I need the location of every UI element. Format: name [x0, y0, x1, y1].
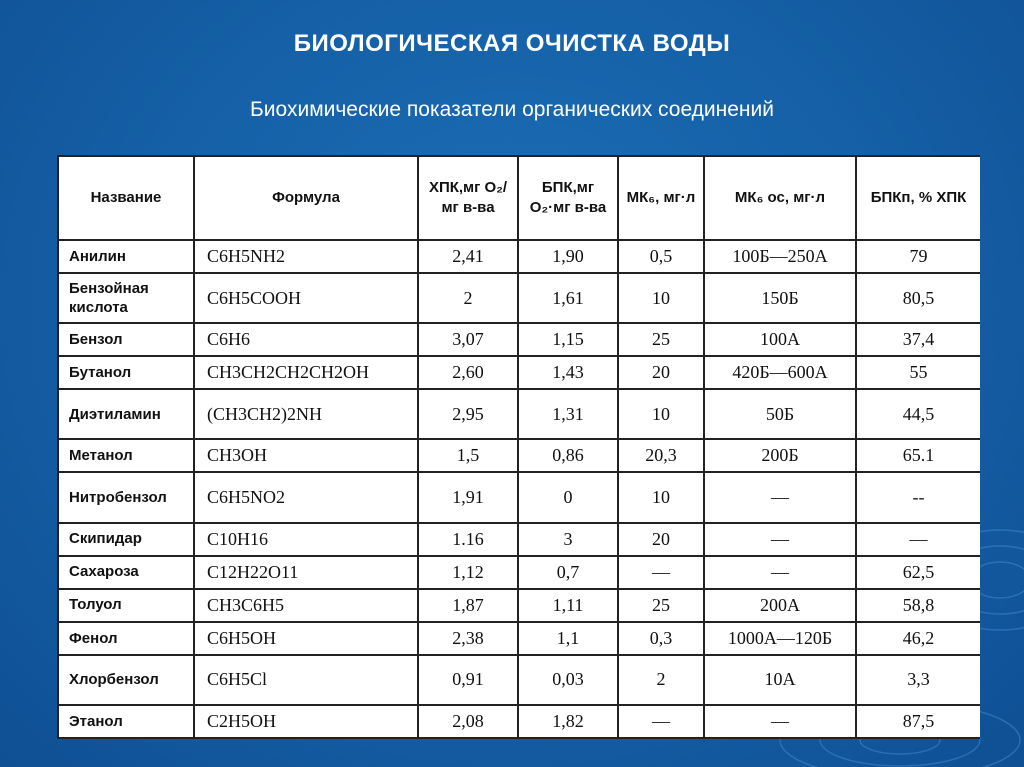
cell-formula: (CH3CH2)2NH — [194, 389, 418, 439]
cell-name: Сахароза — [58, 556, 194, 589]
cell-formula: C6H5Cl — [194, 655, 418, 705]
table-row — [58, 622, 980, 655]
cell-cod: 1,87 — [418, 589, 518, 622]
cell-name: Толуол — [58, 589, 194, 622]
cell-mk-os: 100Б—250А — [704, 240, 856, 273]
header-formula: Формула — [194, 156, 418, 240]
header-bod: БПК,мг О₂·мг в-ва — [518, 156, 618, 240]
header-ratio: БПКп, % ХПК — [856, 156, 980, 240]
cell-mk: 10 — [618, 472, 704, 522]
cell-mk-os: 150Б — [704, 273, 856, 323]
cell-bod: 0,7 — [518, 556, 618, 589]
cell-formula: C6H5NO2 — [194, 472, 418, 522]
cell-formula: CH3OH — [194, 439, 418, 472]
cell-cod: 0,91 — [418, 655, 518, 705]
table-row — [58, 655, 980, 705]
cell-name: Бутанол — [58, 356, 194, 389]
cell-cod: 1,5 — [418, 439, 518, 472]
cell-mk-os: — — [704, 556, 856, 589]
cell-name: Анилин — [58, 240, 194, 273]
cell-formula: C6H5COOH — [194, 273, 418, 323]
cell-mk: 20 — [618, 356, 704, 389]
cell-name: Бензойная кислота — [58, 273, 194, 323]
cell-bod: 0,03 — [518, 655, 618, 705]
cell-ratio: 62,5 — [856, 556, 980, 589]
cell-bod: 1,82 — [518, 705, 618, 738]
cell-formula: C6H5NH2 — [194, 240, 418, 273]
cell-ratio: 79 — [856, 240, 980, 273]
cell-mk-os: — — [704, 705, 856, 738]
cell-mk: 10 — [618, 273, 704, 323]
cell-mk-os: 200А — [704, 589, 856, 622]
cell-mk: 0,3 — [618, 622, 704, 655]
cell-bod: 1,1 — [518, 622, 618, 655]
cell-mk: 25 — [618, 323, 704, 356]
table-row — [58, 356, 980, 389]
cell-ratio: — — [856, 523, 980, 556]
table-row — [58, 523, 980, 556]
cell-bod: 0,86 — [518, 439, 618, 472]
table-row — [58, 273, 980, 323]
cell-name: Хлорбензол — [58, 655, 194, 705]
table-row — [58, 556, 980, 589]
cell-bod: 1,43 — [518, 356, 618, 389]
cell-cod: 1,12 — [418, 556, 518, 589]
cell-name: Метанол — [58, 439, 194, 472]
cell-name: Этанол — [58, 705, 194, 738]
header-mk-os: МК₆ ос, мг·л — [704, 156, 856, 240]
cell-formula: CH3C6H5 — [194, 589, 418, 622]
cell-formula: C6H5OH — [194, 622, 418, 655]
cell-bod: 3 — [518, 523, 618, 556]
cell-ratio: 55 — [856, 356, 980, 389]
cell-cod: 2,95 — [418, 389, 518, 439]
cell-formula: CH3CH2CH2CH2OH — [194, 356, 418, 389]
header-mk: МК₆, мг·л — [618, 156, 704, 240]
slide-title: БИОЛОГИЧЕСКАЯ ОЧИСТКА ВОДЫ — [293, 30, 731, 57]
table-row — [58, 323, 980, 356]
cell-name: Диэтиламин — [58, 389, 194, 439]
cell-cod: 3,07 — [418, 323, 518, 356]
table-row — [58, 705, 980, 738]
cell-mk: 10 — [618, 389, 704, 439]
cell-mk-os: 200Б — [704, 439, 856, 472]
cell-bod: 1,61 — [518, 273, 618, 323]
cell-mk: — — [618, 705, 704, 738]
cell-bod: 1,11 — [518, 589, 618, 622]
cell-mk: 25 — [618, 589, 704, 622]
cell-formula: C6H6 — [194, 323, 418, 356]
cell-cod: 2 — [418, 273, 518, 323]
cell-mk-os: — — [704, 472, 856, 522]
header-cod: ХПК,мг О₂/мг в-ва — [418, 156, 518, 240]
cell-bod: 1,15 — [518, 323, 618, 356]
cell-mk: — — [618, 556, 704, 589]
cell-bod: 0 — [518, 472, 618, 522]
cell-mk-os: — — [704, 523, 856, 556]
cell-ratio: 3,3 — [856, 655, 980, 705]
cell-name: Скипидар — [58, 523, 194, 556]
cell-cod: 2,60 — [418, 356, 518, 389]
cell-ratio: 80,5 — [856, 273, 980, 323]
cell-mk: 2 — [618, 655, 704, 705]
cell-formula: C10H16 — [194, 523, 418, 556]
cell-mk: 20,3 — [618, 439, 704, 472]
cell-name: Фенол — [58, 622, 194, 655]
cell-cod: 2,38 — [418, 622, 518, 655]
cell-ratio: 87,5 — [856, 705, 980, 738]
cell-formula: C2H5OH — [194, 705, 418, 738]
cell-ratio: 37,4 — [856, 323, 980, 356]
data-table-container — [57, 155, 980, 739]
table-row — [58, 389, 980, 439]
cell-formula: C12H22O11 — [194, 556, 418, 589]
cell-mk-os: 50Б — [704, 389, 856, 439]
cell-cod: 1.16 — [418, 523, 518, 556]
data-table — [57, 155, 980, 739]
cell-mk-os: 420Б—600А — [704, 356, 856, 389]
cell-cod: 2,08 — [418, 705, 518, 738]
table-row — [58, 439, 980, 472]
slide-subtitle: Биохимические показатели органических соединений — [250, 98, 774, 121]
cell-cod: 1,91 — [418, 472, 518, 522]
cell-ratio: 65.1 — [856, 439, 980, 472]
cell-name: Нитробензол — [58, 472, 194, 522]
cell-ratio: 58,8 — [856, 589, 980, 622]
table-row — [58, 472, 980, 522]
table-row — [58, 589, 980, 622]
table-row — [58, 240, 980, 273]
cell-name: Бензол — [58, 323, 194, 356]
cell-mk-os: 100А — [704, 323, 856, 356]
cell-bod: 1,31 — [518, 389, 618, 439]
cell-mk-os: 10А — [704, 655, 856, 705]
header-name: Название — [58, 156, 194, 240]
cell-ratio: 46,2 — [856, 622, 980, 655]
cell-mk: 0,5 — [618, 240, 704, 273]
cell-ratio: 44,5 — [856, 389, 980, 439]
cell-ratio: -- — [856, 472, 980, 522]
cell-bod: 1,90 — [518, 240, 618, 273]
table-header-row — [58, 156, 980, 240]
cell-mk: 20 — [618, 523, 704, 556]
cell-cod: 2,41 — [418, 240, 518, 273]
cell-mk-os: 1000А—120Б — [704, 622, 856, 655]
